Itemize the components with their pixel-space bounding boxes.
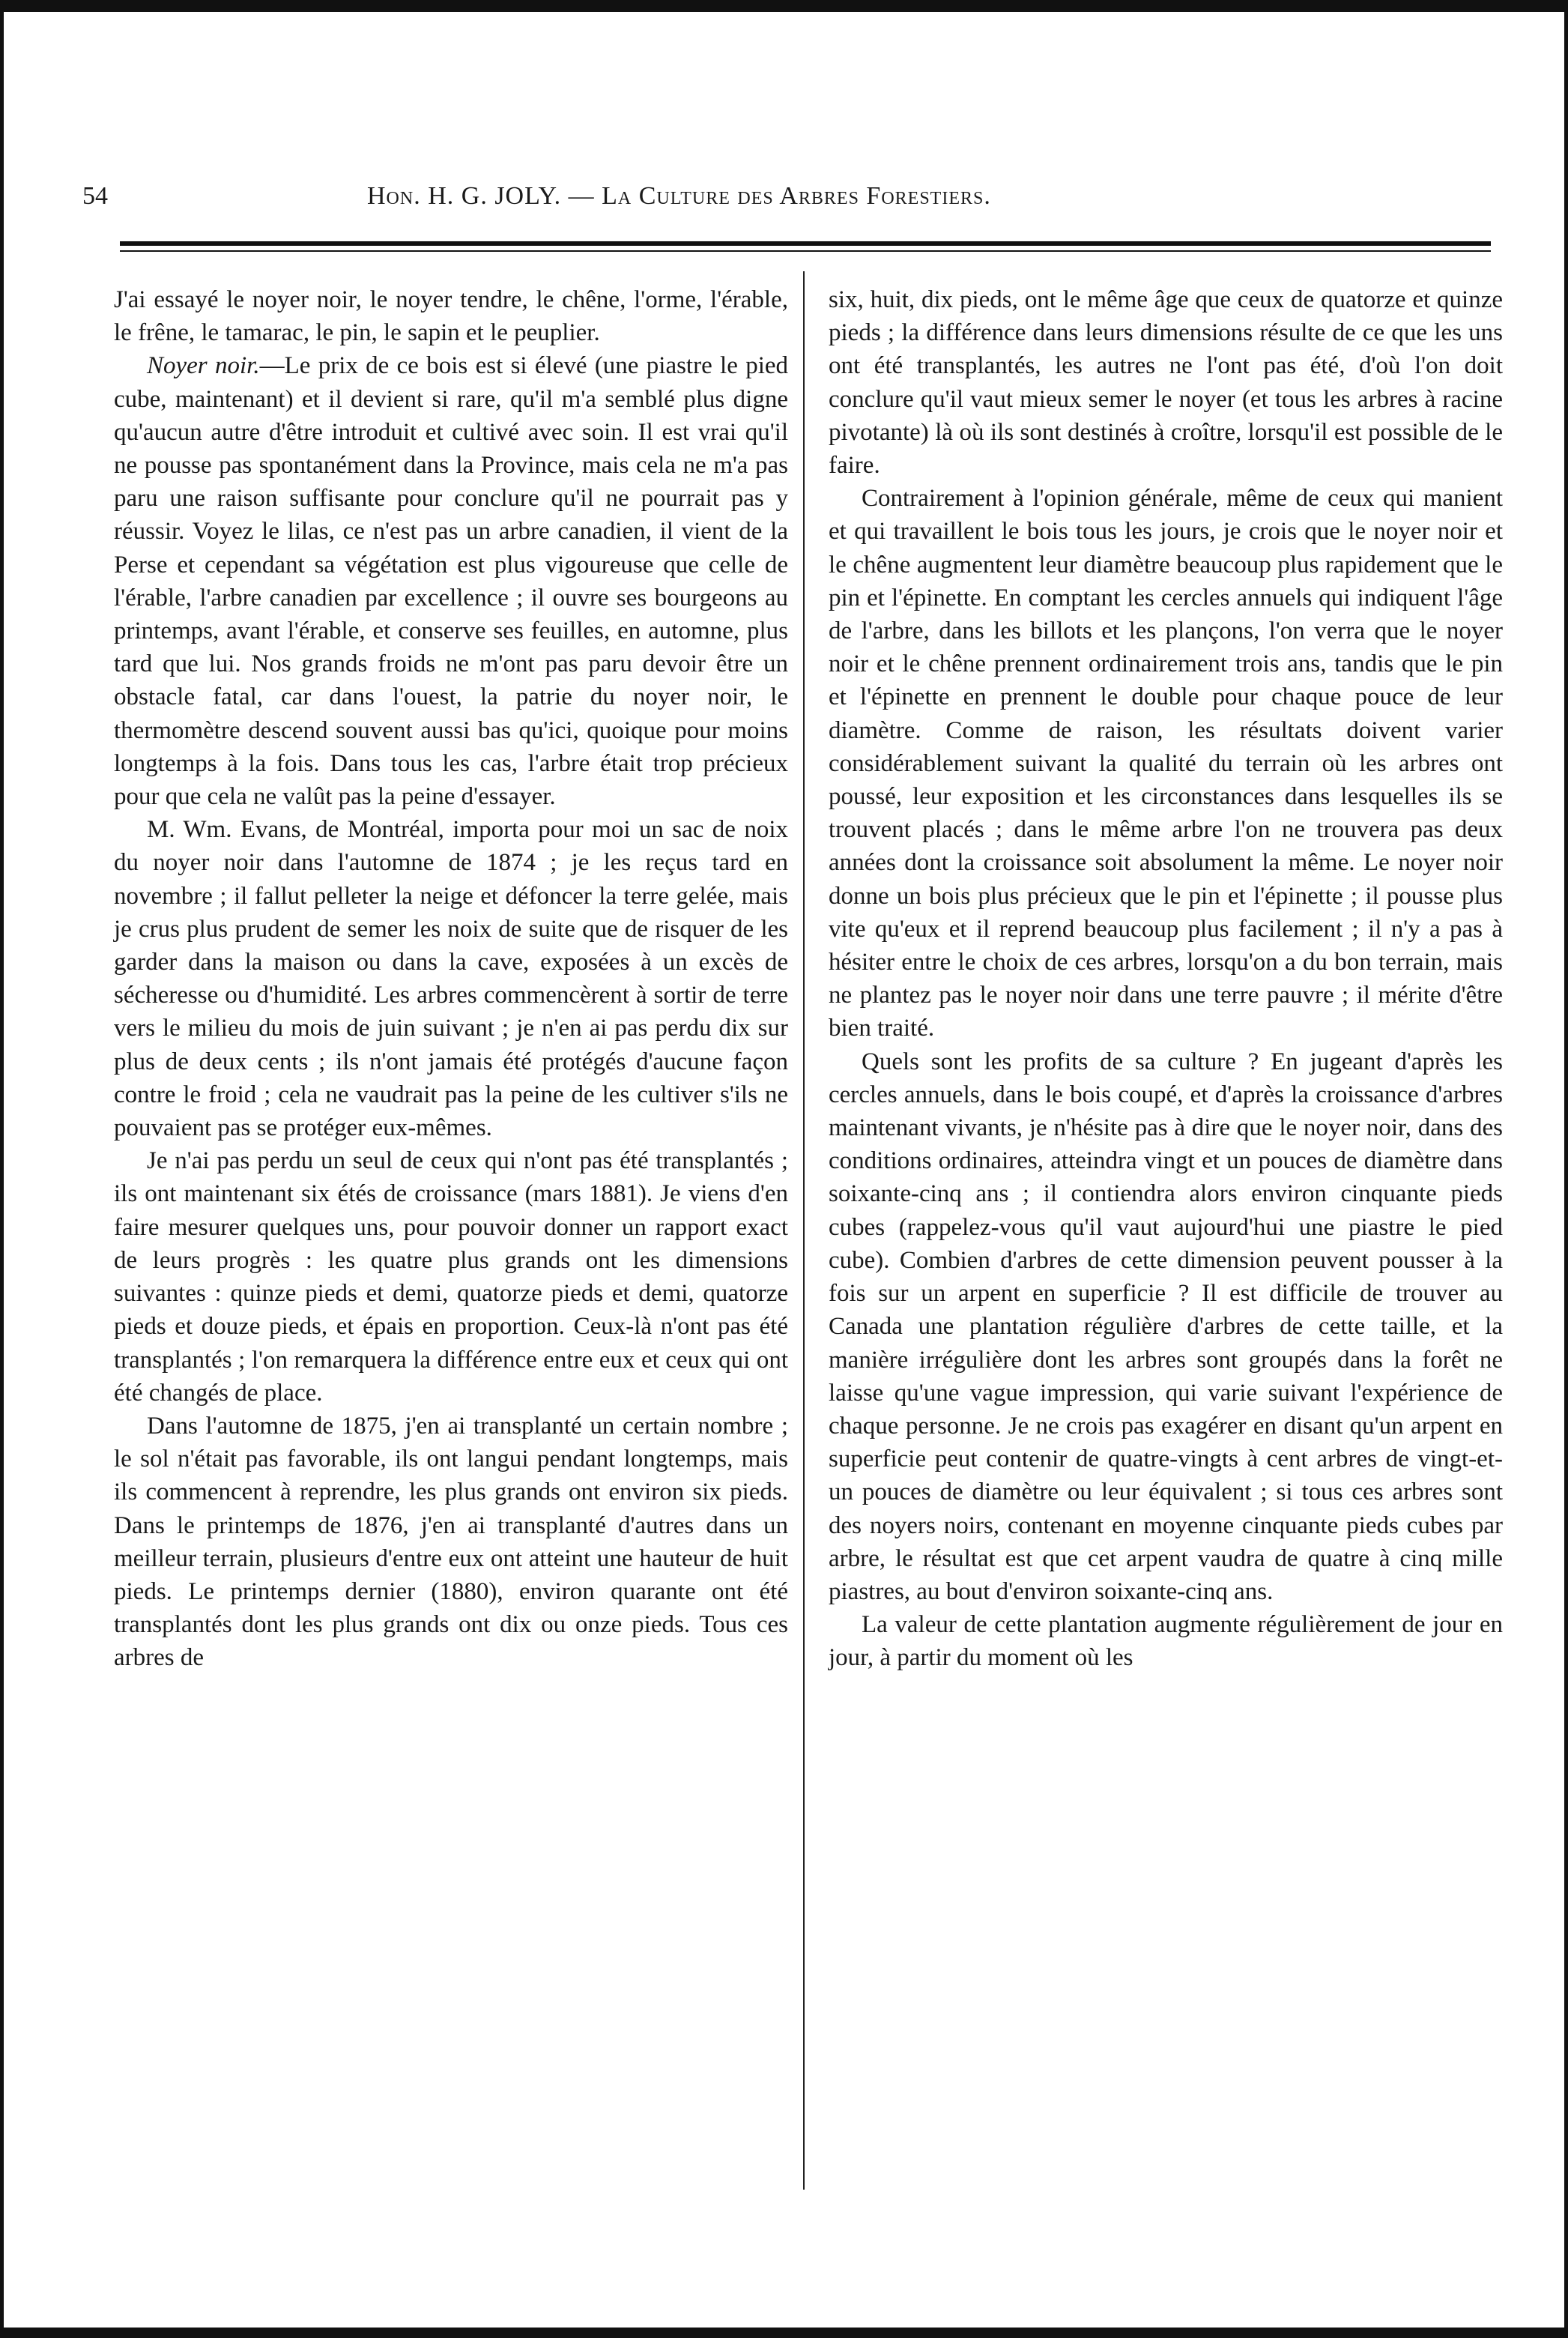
running-title: Hon. H. G. JOLY. — La Culture des Arbres Forestiers. <box>367 182 991 210</box>
paragraph: J'ai essayé le noyer noir, le noyer tendre, le chêne, l'orme, l'érable, le frêne, le tamarac, le pin, le sapin et le peuplier. <box>114 286 788 347</box>
header-rule-thick <box>120 241 1491 246</box>
page-number: 54 <box>82 182 108 210</box>
paragraph: Contrairement à l'opinion générale, même de ceux qui manient et qui travaillent le bois tous les jours, je crois que le noyer noir et le chêne augmentent leur diamètre beaucoup plus rapidement que le pin et l'épinette. En comptant les cercles annuels qui indiquent l'âge de l'arbre, dans les billots et les plançons, l'on verra que le noyer noir et le chêne prennent ordinairement trois ans, tandis que le pin et l'épinette en prennent le double pour chaque pouce de leur diamètre. Comme de raison, les résultats doivent varier considérablement suivant la qualité du terrain où les arbres ont poussé, leur exposition et les circonstances dans lesquelles ils se trouvent placés ; dans le même arbre l'on ne trouvera pas deux années dont la croissance soit absolument la même. Le noyer noir donne un bois plus précieux que le pin et l'épinette ; il pousse plus vite qu'eux et il reprend beaucoup plus facilement ; il n'y a pas à hésiter entre le choix de ces arbres, lorsqu'on a du bon terrain, mais ne plantez pas le noyer noir dans une terre pauvre ; il mérite d'être bien traité. <box>829 485 1503 1042</box>
right-column <box>829 283 1503 1675</box>
scan-border-top <box>0 0 1568 12</box>
paragraph: Quels sont les profits de sa culture ? En jugeant d'après les cercles annuels, dans le bois coupé, et d'après la croissance d'arbres maintenant vivants, je n'hésite pas à dire que le noyer noir, dans des conditions ordinaires, atteindra vingt et un pouces de diamètre dans soixante-cinq ans ; il contiendra alors environ cinquante pieds cubes (rappelez-vous qu'il vaut aujourd'hui une piastre le pied cube). Combien d'arbres de cette dimension peuvent pousser à la fois sur un arpent en superficie ? Il est difficile de trouver au Canada une plantation régulière d'arbres de cette taille, et la manière irrégulière dont les arbres sont groupés dans la forêt ne laisse qu'une vague impression, qui varie suivant l'expérience de chaque personne. Je ne crois pas exagérer en disant qu'un arpent en superficie peut contenir de quatre-vingts à cent arbres de vingt-et-un pouces de diamètre ou leur équivalent ; si tous ces arbres sont des noyers noirs, contenant en moyenne cinquante pieds cubes par arbre, le résultat est que cet arpent vaudra de quatre à cinq mille piastres, au bout d'environ soixante-cinq ans. <box>829 1048 1503 1605</box>
paragraph: six, huit, dix pieds, ont le même âge que ceux de quatorze et quinze pieds ; la différence dans leurs dimensions résulte de ce que les uns ont été transplantés, les autres ne l'ont pas été, d'où l'on doit conclure qu'il vaut mieux semer le noyer (et tous les arbres à racine pivotante) là où ils sont destinés à croître, lorsqu'il est possible de le faire. <box>829 286 1503 480</box>
paragraph <box>114 349 788 813</box>
scan-border-left <box>0 0 4 2338</box>
paragraph: Je n'ai pas perdu un seul de ceux qui n'ont pas été transplantés ; ils ont maintenant six étés de croissance (mars 1881). Je viens d'en faire mesurer quelques uns, pour pouvoir donner un rapport exact de leurs progrès : les quatre plus grands ont les dimensions suivantes : quinze pieds et demi, quatorze pieds et demi, quatorze pieds et douze pieds, et épais en proportion. Ceux-là n'ont pas été transplantés ; l'on remarquera la différence entre eux et ceux qui ont été changés de place. <box>114 1147 788 1407</box>
paragraph: M. Wm. Evans, de Montréal, importa pour moi un sac de noix du noyer noir dans l'automne de 1874 ; je les reçus tard en novembre ; il fallut pelleter la neige et défoncer la terre gelée, mais je crus plus prudent de semer les noix de suite que de risquer de les garder dans la maison ou dans la cave, exposées à un excès de sécheresse ou d'humidité. Les arbres commencèrent à sortir de terre vers le milieu du mois de juin suivant ; je n'en ai pas perdu dix sur plus de deux cents ; ils n'ont jamais été protégés d'aucune façon contre le froid ; cela ne vaudrait pas la peine de les cultiver s'ils ne pouvaient pas se protéger eux-mêmes. <box>114 816 788 1142</box>
scan-border-right <box>1564 0 1568 2338</box>
paragraph: La valeur de cette plantation augmente régulièrement de jour en jour, à partir du moment où les <box>829 1611 1503 1672</box>
left-column <box>114 283 788 1675</box>
paragraph-lead: Noyer noir. <box>147 352 260 380</box>
scan-border-bottom <box>0 2328 1568 2338</box>
paragraph: Dans l'automne de 1875, j'en ai transplanté un certain nombre ; le sol n'était pas favorable, ils ont langui pendant longtemps, mais ils commencent à reprendre, les plus grands ont environ six pieds. Dans le printemps de 1876, j'en ai transplanté d'autres dans un meilleur terrain, plusieurs d'entre eux ont atteint une hauteur de huit pieds. Le printemps dernier (1880), environ quarante ont été transplantés dont les plus grands ont dix ou onze pieds. Tous ces arbres de <box>114 1412 788 1672</box>
paragraph-body: —Le prix de ce bois est si élevé (une piastre le pied cube, maintenant) et il devient si rare, qu'il m'a semblé plus digne qu'aucun autre d'être introduit et cultivé avec soin. Il est vrai qu'il ne pousse pas spontanément dans la Province, mais cela ne m'a pas paru une raison suffisante pour conclure qu'il ne pourrait pas y réussir. Voyez le lilas, ce n'est pas un arbre canadien, il vient de la Perse et cependant sa végétation est plus vigoureuse que celle de l'érable, l'arbre canadien par excellence ; il ouvre ses bourgeons au printemps, avant l'érable, et conserve ses feuilles, en automne, plus tard que lui. Nos grands froids ne m'ont pas paru devoir être un obstacle fatal, car dans l'ouest, la patrie du noyer noir, le thermomètre descend souvent aussi bas qu'ici, quoique pour moins longtemps à la fois. Dans tous les cas, l'arbre était trop précieux pour que cela ne valût pas la peine d'essayer. <box>114 352 789 811</box>
header-rule-thin <box>120 250 1491 252</box>
column-divider <box>803 271 805 2190</box>
page-header <box>82 174 1491 219</box>
